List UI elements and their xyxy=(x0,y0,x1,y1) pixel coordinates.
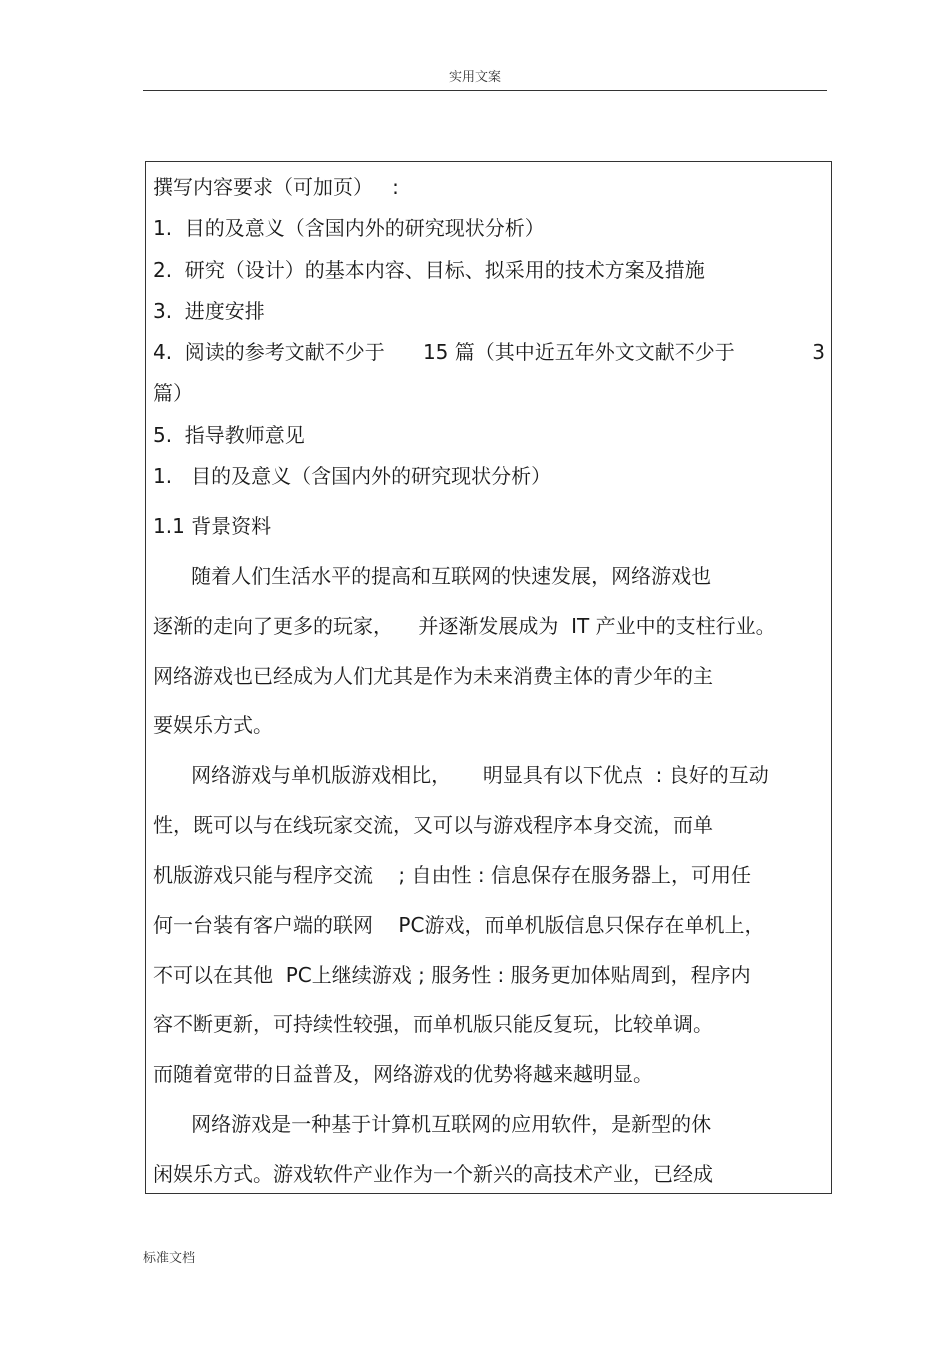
section-heading: 1. 目的及意义（含国内外的研究现状分析） xyxy=(153,464,552,488)
content-box xyxy=(145,161,832,1194)
body-line: 网络游戏是一种基于计算机互联网的应用软件，是新型的休 xyxy=(153,1112,712,1136)
requirement-item-4-count: 3 xyxy=(812,340,825,364)
body-line: 不可以在其他 PC上继续游戏 ; 服务性 : 服务更加体贴周到，程序内 xyxy=(153,963,751,987)
body-line: 容不断更新，可持续性较强，而单机版只能反复玩，比较单调。 xyxy=(153,1012,713,1036)
body-line: 闲娱乐方式。游戏软件产业作为一个新兴的高技术产业，已经成 xyxy=(153,1162,713,1186)
body-line: 随着人们生活水平的提高和互联网的快速发展，网络游戏也 xyxy=(153,564,712,588)
body-line: 机版游戏只能与程序交流 ; 自由性 : 信息保存在服务器上，可用任 xyxy=(153,863,751,887)
body-line: 网络游戏也已经成为人们尤其是作为未来消费主体的青少年的主 xyxy=(153,664,713,688)
page-footer: 标准文档 xyxy=(143,1251,196,1266)
requirement-item-3: 3. 进度安排 xyxy=(153,299,265,323)
requirements-title: 撰写内容要求（可加页） : xyxy=(153,175,399,199)
page-header: 实用文案 xyxy=(448,70,501,85)
header-rule xyxy=(143,90,827,91)
requirement-item-5: 5. 指导教师意见 xyxy=(153,423,305,447)
requirement-item-4-cont: 篇） xyxy=(153,381,193,405)
requirement-item-4: 4. 阅读的参考文献不少于 15 篇（其中近五年外文文献不少于 xyxy=(153,340,735,364)
requirement-item-1: 1. 目的及意义（含国内外的研究现状分析） xyxy=(153,216,545,240)
body-line: 网络游戏与单机版游戏相比， 明显具有以下优点 : 良好的互动 xyxy=(153,763,769,787)
body-line: 何一台装有客户端的联网 PC游戏，而单机版信息只保存在单机上， xyxy=(153,913,765,937)
requirement-item-2: 2. 研究（设计）的基本内容、目标、拟采用的技术方案及措施 xyxy=(153,258,705,282)
body-line: 而随着宽带的日益普及，网络游戏的优势将越来越明显。 xyxy=(153,1062,653,1086)
body-line: 性，既可以与在线玩家交流，又可以与游戏程序本身交流，而单 xyxy=(153,813,713,837)
section-subheading: 1.1 背景资料 xyxy=(153,514,272,538)
body-line: 逐渐的走向了更多的玩家， 并逐渐发展成为 IT 产业中的支柱行业。 xyxy=(153,614,776,638)
body-line: 要娱乐方式。 xyxy=(153,713,273,737)
